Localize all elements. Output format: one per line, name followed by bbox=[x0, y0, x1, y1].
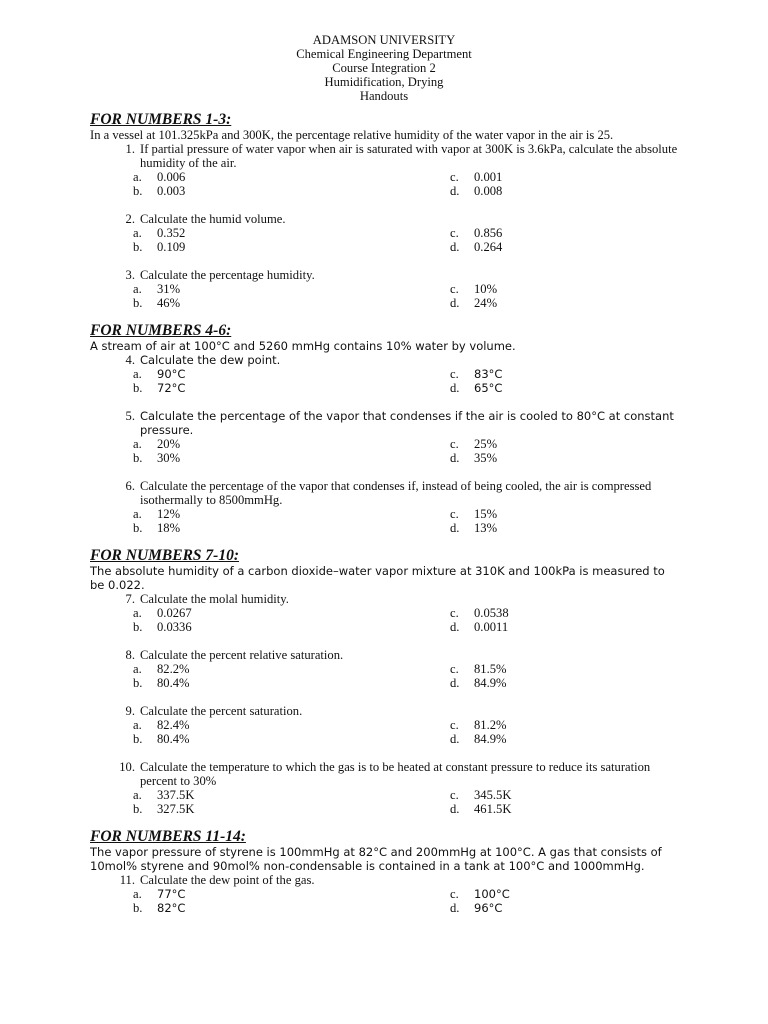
answer-choice bbox=[133, 606, 450, 620]
question-item bbox=[90, 592, 680, 634]
choice-letter: a. bbox=[133, 718, 142, 732]
choice-letter: d. bbox=[450, 296, 460, 310]
choice-letter: a. bbox=[133, 606, 142, 620]
question-number: 6. bbox=[125, 479, 135, 493]
choice-value: 0.856 bbox=[474, 226, 503, 240]
choice-letter: d. bbox=[450, 802, 460, 816]
question-item bbox=[90, 268, 680, 310]
answer-choice bbox=[133, 802, 450, 816]
question-row bbox=[90, 479, 680, 507]
answer-choice bbox=[133, 296, 450, 310]
question-number: 1. bbox=[125, 142, 135, 156]
answer-choice bbox=[450, 732, 650, 746]
answer-choice bbox=[450, 451, 650, 465]
choice-value: 18% bbox=[157, 521, 181, 535]
choice-value: 345.5K bbox=[474, 788, 512, 802]
choice-value: 0.352 bbox=[157, 226, 186, 240]
question-row bbox=[90, 704, 680, 718]
question-item bbox=[90, 353, 680, 395]
choice-value: 25% bbox=[474, 437, 498, 451]
question-item bbox=[90, 760, 680, 816]
question-text: Calculate the percent relative saturation. bbox=[140, 648, 344, 662]
choice-value: 35% bbox=[474, 451, 498, 465]
choice-letter: c. bbox=[450, 606, 459, 620]
choice-letter: d. bbox=[450, 381, 460, 395]
question-number: 11. bbox=[119, 873, 135, 887]
choice-letter: b. bbox=[133, 451, 143, 465]
document-type: Handouts bbox=[359, 89, 409, 103]
answer-choices bbox=[133, 226, 680, 254]
question-item bbox=[90, 648, 680, 690]
choice-letter: d. bbox=[450, 732, 460, 746]
choice-value: 12% bbox=[157, 507, 181, 521]
department-name: Chemical Engineering Department bbox=[296, 47, 472, 61]
question-text: Calculate the temperature to which the gas is to be heated at constant pressure to reduce its saturation percent to 30% bbox=[140, 760, 651, 788]
choice-letter: b. bbox=[133, 732, 143, 746]
section-intro: The absolute humidity of a carbon dioxide–water vapor mixture at 310K and 100kPa is measured to be 0.022. bbox=[90, 564, 665, 592]
question-text: Calculate the percentage of the vapor that condenses if the air is cooled to 80°C at constant pressure. bbox=[140, 409, 674, 437]
answer-choice bbox=[450, 226, 650, 240]
question-section bbox=[90, 111, 680, 310]
university-name: ADAMSON UNIVERSITY bbox=[312, 33, 456, 47]
section-intro: In a vessel at 101.325kPa and 300K, the percentage relative humidity of the water vapor in the air is 25. bbox=[90, 128, 614, 142]
choice-value: 0.0538 bbox=[474, 606, 509, 620]
choice-value: 100°C bbox=[474, 887, 510, 901]
answer-choice bbox=[133, 184, 450, 198]
answer-choice bbox=[450, 296, 650, 310]
course-name: Course Integration 2 bbox=[332, 61, 436, 75]
choice-value: 84.9% bbox=[474, 732, 507, 746]
question-item bbox=[90, 409, 680, 465]
choice-letter: d. bbox=[450, 521, 460, 535]
choice-value: 65°C bbox=[474, 381, 503, 395]
choice-value: 81.2% bbox=[474, 718, 507, 732]
answer-choice bbox=[133, 381, 450, 395]
question-row bbox=[90, 592, 680, 606]
choice-letter: a. bbox=[133, 437, 142, 451]
section-title: FOR NUMBERS 4-6: bbox=[90, 322, 232, 339]
choice-letter: d. bbox=[450, 620, 460, 634]
question-item bbox=[90, 704, 680, 746]
question-number: 7. bbox=[125, 592, 135, 606]
answer-choice bbox=[133, 451, 450, 465]
answer-choice bbox=[133, 240, 450, 254]
question-row bbox=[90, 268, 680, 282]
handout-content bbox=[90, 111, 680, 927]
choice-letter: b. bbox=[133, 184, 143, 198]
choice-letter: c. bbox=[450, 662, 459, 676]
choice-value: 0.109 bbox=[157, 240, 186, 254]
answer-choice bbox=[450, 620, 650, 634]
choice-value: 96°C bbox=[474, 901, 503, 915]
question-number: 2. bbox=[125, 212, 135, 226]
answer-choices bbox=[133, 507, 680, 535]
choice-value: 31% bbox=[157, 282, 181, 296]
choice-letter: a. bbox=[133, 226, 142, 240]
answer-choices bbox=[133, 606, 680, 634]
choice-value: 46% bbox=[157, 296, 181, 310]
answer-choice bbox=[133, 662, 450, 676]
question-row bbox=[90, 353, 680, 367]
answer-choice bbox=[450, 367, 650, 381]
answer-choice bbox=[133, 226, 450, 240]
question-item bbox=[90, 142, 680, 198]
question-text: Calculate the humid volume. bbox=[140, 212, 286, 226]
choice-letter: b. bbox=[133, 381, 143, 395]
choice-value: 0.008 bbox=[474, 184, 503, 198]
choice-letter: c. bbox=[450, 437, 459, 451]
answer-choices bbox=[133, 788, 680, 816]
answer-choices bbox=[133, 170, 680, 198]
answer-choice bbox=[133, 170, 450, 184]
choice-value: 0.003 bbox=[157, 184, 186, 198]
section-intro: The vapor pressure of styrene is 100mmHg at 82°C and 200mmHg at 100°C. A gas that consists of 10mol% styrene and 90mol% non-condensable is contained in a tank at 100°C and 1000mmHg. bbox=[90, 845, 662, 873]
choice-letter: d. bbox=[450, 451, 460, 465]
answer-choice bbox=[450, 788, 650, 802]
question-number: 9. bbox=[125, 704, 135, 718]
choice-value: 82°C bbox=[157, 901, 186, 915]
question-number: 3. bbox=[125, 268, 135, 282]
answer-choice bbox=[450, 802, 650, 816]
answer-choice bbox=[133, 282, 450, 296]
question-number: 10. bbox=[119, 760, 135, 774]
question-text: If partial pressure of water vapor when air is saturated with vapor at 300K is 3.6kPa, calculate the absolute humidity of the air. bbox=[140, 142, 678, 170]
section-intro: A stream of air at 100°C and 5260 mmHg contains 10% water by volume. bbox=[90, 339, 516, 353]
question-text: Calculate the percent saturation. bbox=[140, 704, 303, 718]
choice-letter: a. bbox=[133, 282, 142, 296]
choice-letter: b. bbox=[133, 521, 143, 535]
choice-value: 10% bbox=[474, 282, 498, 296]
answer-choice bbox=[133, 620, 450, 634]
choice-letter: d. bbox=[450, 184, 460, 198]
answer-choice bbox=[133, 901, 450, 915]
answer-choice bbox=[133, 437, 450, 451]
answer-choices bbox=[133, 718, 680, 746]
question-item bbox=[90, 212, 680, 254]
question-section bbox=[90, 547, 680, 816]
answer-choice bbox=[450, 606, 650, 620]
question-text: Calculate the molal humidity. bbox=[140, 592, 289, 606]
question-item bbox=[90, 479, 680, 535]
choice-value: 77°C bbox=[157, 887, 186, 901]
choice-letter: b. bbox=[133, 240, 143, 254]
answer-choice bbox=[133, 887, 450, 901]
choice-letter: a. bbox=[133, 170, 142, 184]
choice-value: 0.264 bbox=[474, 240, 503, 254]
answer-choice bbox=[450, 676, 650, 690]
answer-choice bbox=[450, 381, 650, 395]
question-row bbox=[90, 648, 680, 662]
section-title: FOR NUMBERS 7-10: bbox=[90, 547, 239, 564]
choice-letter: a. bbox=[133, 367, 142, 381]
question-row bbox=[90, 873, 680, 887]
answer-choices bbox=[133, 367, 680, 395]
answer-choices bbox=[133, 887, 680, 915]
choice-letter: b. bbox=[133, 620, 143, 634]
answer-choice bbox=[450, 521, 650, 535]
answer-choice bbox=[133, 676, 450, 690]
choice-letter: b. bbox=[133, 901, 143, 915]
choice-value: 84.9% bbox=[474, 676, 507, 690]
choice-value: 337.5K bbox=[157, 788, 195, 802]
section-title: FOR NUMBERS 1-3: bbox=[90, 111, 232, 128]
question-number: 8. bbox=[125, 648, 135, 662]
choice-letter: a. bbox=[133, 662, 142, 676]
answer-choice bbox=[450, 184, 650, 198]
choice-letter: b. bbox=[133, 676, 143, 690]
question-row bbox=[90, 142, 680, 170]
answer-choice bbox=[133, 788, 450, 802]
choice-value: 80.4% bbox=[157, 732, 190, 746]
question-text: Calculate the percentage humidity. bbox=[140, 268, 315, 282]
choice-value: 0.0267 bbox=[157, 606, 192, 620]
answer-choice bbox=[450, 887, 650, 901]
answer-choice bbox=[450, 437, 650, 451]
choice-value: 82.2% bbox=[157, 662, 190, 676]
answer-choice bbox=[450, 718, 650, 732]
question-number: 5. bbox=[125, 409, 135, 423]
choice-value: 20% bbox=[157, 437, 181, 451]
answer-choice bbox=[450, 662, 650, 676]
answer-choice bbox=[133, 521, 450, 535]
choice-letter: a. bbox=[133, 887, 142, 901]
question-section bbox=[90, 322, 680, 535]
choice-value: 15% bbox=[474, 507, 498, 521]
choice-letter: c. bbox=[450, 507, 459, 521]
choice-value: 24% bbox=[474, 296, 498, 310]
answer-choice bbox=[133, 507, 450, 521]
answer-choice bbox=[450, 282, 650, 296]
choice-value: 72°C bbox=[157, 381, 186, 395]
answer-choices bbox=[133, 282, 680, 310]
answer-choice bbox=[133, 732, 450, 746]
answer-choice bbox=[133, 718, 450, 732]
answer-choices bbox=[133, 437, 680, 465]
question-text: Calculate the percentage of the vapor that condenses if, instead of being cooled, the air is compressed isothermally to 8500mmHg. bbox=[140, 479, 652, 507]
answer-choice bbox=[450, 901, 650, 915]
choice-value: 13% bbox=[474, 521, 498, 535]
document-header bbox=[0, 0, 768, 103]
choice-letter: c. bbox=[450, 282, 459, 296]
choice-letter: c. bbox=[450, 887, 459, 901]
choice-value: 461.5K bbox=[474, 802, 512, 816]
question-number: 4. bbox=[125, 353, 135, 367]
question-text: Calculate the dew point of the gas. bbox=[140, 873, 315, 887]
choice-value: 0.0011 bbox=[474, 620, 509, 634]
answer-choice bbox=[450, 507, 650, 521]
choice-letter: a. bbox=[133, 788, 142, 802]
question-text: Calculate the dew point. bbox=[140, 353, 281, 367]
choice-letter: b. bbox=[133, 802, 143, 816]
answer-choice bbox=[450, 240, 650, 254]
choice-letter: d. bbox=[450, 676, 460, 690]
question-section bbox=[90, 828, 680, 915]
choice-letter: c. bbox=[450, 788, 459, 802]
choice-value: 0.0336 bbox=[157, 620, 192, 634]
choice-value: 80.4% bbox=[157, 676, 190, 690]
answer-choice bbox=[133, 367, 450, 381]
choice-letter: a. bbox=[133, 507, 142, 521]
choice-letter: c. bbox=[450, 226, 459, 240]
question-row bbox=[90, 760, 680, 788]
choice-letter: c. bbox=[450, 170, 459, 184]
choice-value: 0.001 bbox=[474, 170, 503, 184]
answer-choices bbox=[133, 662, 680, 690]
topic-name: Humidification, Drying bbox=[324, 75, 444, 89]
question-item bbox=[90, 873, 680, 915]
choice-value: 83°C bbox=[474, 367, 503, 381]
question-row bbox=[90, 212, 680, 226]
section-title: FOR NUMBERS 11-14: bbox=[90, 828, 246, 845]
choice-value: 81.5% bbox=[474, 662, 507, 676]
answer-choice bbox=[450, 170, 650, 184]
choice-value: 90°C bbox=[157, 367, 186, 381]
choice-letter: d. bbox=[450, 240, 460, 254]
choice-letter: b. bbox=[133, 296, 143, 310]
choice-value: 0.006 bbox=[157, 170, 186, 184]
choice-value: 30% bbox=[157, 451, 181, 465]
choice-letter: c. bbox=[450, 718, 459, 732]
choice-value: 327.5K bbox=[157, 802, 195, 816]
choice-letter: d. bbox=[450, 901, 460, 915]
choice-letter: c. bbox=[450, 367, 459, 381]
choice-value: 82.4% bbox=[157, 718, 190, 732]
question-row bbox=[90, 409, 680, 437]
